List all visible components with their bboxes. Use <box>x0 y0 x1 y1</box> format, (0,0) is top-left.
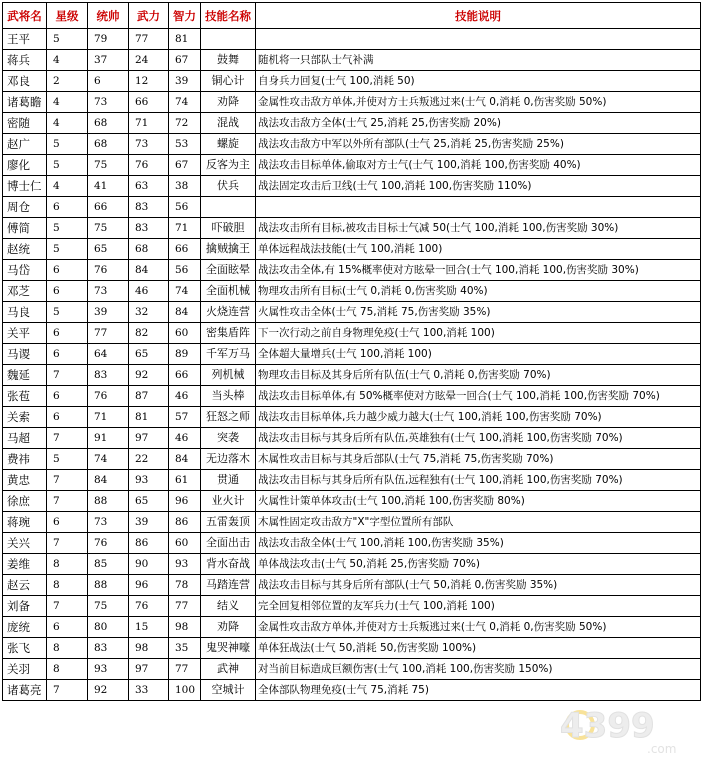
skill-name: 列机械 <box>201 365 256 386</box>
intelligence-value: 71 <box>169 218 201 239</box>
skill-description: 战法攻击目标与其身后所有部队(士气 50,消耗 0,伤害奖励 35%) <box>256 575 701 596</box>
table-row <box>3 29 701 50</box>
skill-description: 金属性攻击敌方单体,并使对方士兵叛逃过来(士气 0,消耗 0,伤害奖励 50%) <box>256 617 701 638</box>
table-row <box>3 260 701 281</box>
leadership-value: 65 <box>88 239 129 260</box>
strength-value: 12 <box>129 71 169 92</box>
strength-value: 63 <box>129 176 169 197</box>
header-leadership: 统帅 <box>88 3 129 29</box>
watermark-domain-text: .com <box>647 742 677 756</box>
intelligence-value: 72 <box>169 113 201 134</box>
strength-value: 65 <box>129 344 169 365</box>
general-name: 诸葛亮 <box>3 680 47 701</box>
general-skill-table <box>2 2 701 701</box>
star-level: 5 <box>47 134 88 155</box>
skill-description: 战法攻击目标与其身后所有队伍,远程独有(士气 100,消耗 100,伤害奖励 70%) <box>256 470 701 491</box>
table-row <box>3 596 701 617</box>
skill-description: 战法攻击目标单体,偷取对方士气(士气 100,消耗 100,伤害奖励 40%) <box>256 155 701 176</box>
general-name: 庞统 <box>3 617 47 638</box>
star-level: 8 <box>47 659 88 680</box>
leadership-value: 37 <box>88 50 129 71</box>
skill-description: 单体狂战法(士气 50,消耗 50,伤害奖励 100%) <box>256 638 701 659</box>
star-level: 2 <box>47 71 88 92</box>
leadership-value: 76 <box>88 260 129 281</box>
skill-description: 完全回复相邻位置的友军兵力(士气 100,消耗 100) <box>256 596 701 617</box>
watermark-face-icon <box>567 712 593 738</box>
header-intelligence: 智力 <box>169 3 201 29</box>
leadership-value: 77 <box>88 323 129 344</box>
skill-name: 铜心计 <box>201 71 256 92</box>
general-name: 张飞 <box>3 638 47 659</box>
skill-description: 战法固定攻击后卫线(士气 100,消耗 100,伤害奖励 110%) <box>256 176 701 197</box>
leadership-value: 88 <box>88 491 129 512</box>
table-row <box>3 155 701 176</box>
leadership-value: 76 <box>88 386 129 407</box>
general-name: 张苞 <box>3 386 47 407</box>
table-row <box>3 554 701 575</box>
general-name: 王平 <box>3 29 47 50</box>
leadership-value: 75 <box>88 596 129 617</box>
strength-value: 77 <box>129 29 169 50</box>
strength-value: 96 <box>129 575 169 596</box>
skill-description: 战法攻击敌全体(士气 100,消耗 100,伤害奖励 35%) <box>256 533 701 554</box>
skill-name: 鬼哭神嚎 <box>201 638 256 659</box>
intelligence-value: 74 <box>169 92 201 113</box>
leadership-value: 39 <box>88 302 129 323</box>
intelligence-value: 86 <box>169 512 201 533</box>
general-name: 周仓 <box>3 197 47 218</box>
skill-description: 物理攻击所有目标(士气 0,消耗 0,伤害奖励 40%) <box>256 281 701 302</box>
leadership-value: 64 <box>88 344 129 365</box>
star-level: 6 <box>47 344 88 365</box>
skill-name: 五雷轰顶 <box>201 512 256 533</box>
leadership-value: 74 <box>88 449 129 470</box>
star-level: 8 <box>47 575 88 596</box>
strength-value: 24 <box>129 50 169 71</box>
leadership-value: 76 <box>88 533 129 554</box>
intelligence-value: 66 <box>169 239 201 260</box>
skill-name: 擒贼擒王 <box>201 239 256 260</box>
table-row <box>3 323 701 344</box>
skill-name: 空城计 <box>201 680 256 701</box>
intelligence-value: 60 <box>169 533 201 554</box>
leadership-value: 80 <box>88 617 129 638</box>
skill-name: 反客为主 <box>201 155 256 176</box>
skill-description: 金属性攻击敌方单体,并使对方士兵叛逃过来(士气 0,消耗 0,伤害奖励 50%) <box>256 92 701 113</box>
star-level: 5 <box>47 449 88 470</box>
star-level: 6 <box>47 197 88 218</box>
general-name: 马良 <box>3 302 47 323</box>
table-row <box>3 470 701 491</box>
intelligence-value: 56 <box>169 197 201 218</box>
general-name: 赵广 <box>3 134 47 155</box>
strength-value: 86 <box>129 533 169 554</box>
header-strength: 武力 <box>129 3 169 29</box>
table-row <box>3 533 701 554</box>
table-row <box>3 302 701 323</box>
general-name: 关索 <box>3 407 47 428</box>
table-row <box>3 512 701 533</box>
star-level: 4 <box>47 113 88 134</box>
strength-value: 84 <box>129 260 169 281</box>
table-row <box>3 92 701 113</box>
skill-description: 单体远程战法技能(士气 100,消耗 100) <box>256 239 701 260</box>
intelligence-value: 39 <box>169 71 201 92</box>
skill-description: 战法攻击敌方全体(士气 25,消耗 25,伤害奖励 20%) <box>256 113 701 134</box>
strength-value: 97 <box>129 428 169 449</box>
general-name: 姜维 <box>3 554 47 575</box>
skill-description: 战法攻击目标单体,有 50%概率使对方眩晕一回合(士气 100,消耗 100,伤害奖励 70%) <box>256 386 701 407</box>
skill-name: 狂怒之师 <box>201 407 256 428</box>
strength-value: 73 <box>129 134 169 155</box>
general-name: 赵统 <box>3 239 47 260</box>
leadership-value: 92 <box>88 680 129 701</box>
table-row <box>3 50 701 71</box>
star-level: 5 <box>47 29 88 50</box>
intelligence-value: 89 <box>169 344 201 365</box>
skill-name: 劝降 <box>201 617 256 638</box>
skill-description: 战法攻击目标与其身后所有队伍,英雄独有(士气 100,消耗 100,伤害奖励 70%) <box>256 428 701 449</box>
skill-description: 木属性攻击目标与其身后部队(士气 75,消耗 75,伤害奖励 70%) <box>256 449 701 470</box>
star-level: 7 <box>47 491 88 512</box>
header-name: 武将名 <box>3 3 47 29</box>
strength-value: 15 <box>129 617 169 638</box>
skill-description: 火属性攻击全体(士气 75,消耗 75,伤害奖励 35%) <box>256 302 701 323</box>
leadership-value: 83 <box>88 638 129 659</box>
general-name: 黄忠 <box>3 470 47 491</box>
skill-description <box>256 197 701 218</box>
skill-description: 战法攻击所有目标,被攻击目标士气减 50(士气 100,消耗 100,伤害奖励 30%) <box>256 218 701 239</box>
skill-name: 全面出击 <box>201 533 256 554</box>
skill-name: 马踏连营 <box>201 575 256 596</box>
strength-value: 87 <box>129 386 169 407</box>
star-level: 5 <box>47 302 88 323</box>
general-name: 刘备 <box>3 596 47 617</box>
skill-name: 鼓舞 <box>201 50 256 71</box>
intelligence-value: 38 <box>169 176 201 197</box>
intelligence-value: 57 <box>169 407 201 428</box>
strength-value: 71 <box>129 113 169 134</box>
table-row <box>3 281 701 302</box>
intelligence-value: 98 <box>169 617 201 638</box>
intelligence-value: 93 <box>169 554 201 575</box>
intelligence-value: 74 <box>169 281 201 302</box>
skill-name: 吓破胆 <box>201 218 256 239</box>
intelligence-value: 53 <box>169 134 201 155</box>
skill-name: 结义 <box>201 596 256 617</box>
general-name: 蒋琬 <box>3 512 47 533</box>
skill-description <box>256 29 701 50</box>
general-name: 马谡 <box>3 344 47 365</box>
leadership-value: 91 <box>88 428 129 449</box>
intelligence-value: 46 <box>169 386 201 407</box>
header-skill-desc: 技能说明 <box>256 3 701 29</box>
table-row <box>3 344 701 365</box>
strength-value: 83 <box>129 197 169 218</box>
star-level: 7 <box>47 680 88 701</box>
star-level: 4 <box>47 92 88 113</box>
general-name: 马岱 <box>3 260 47 281</box>
strength-value: 76 <box>129 596 169 617</box>
star-level: 6 <box>47 407 88 428</box>
skill-description: 下一次行动之前自身物理免疫(士气 100,消耗 100) <box>256 323 701 344</box>
skill-name: 全面眩晕 <box>201 260 256 281</box>
intelligence-value: 84 <box>169 302 201 323</box>
star-level: 7 <box>47 533 88 554</box>
star-level: 5 <box>47 155 88 176</box>
table-row <box>3 575 701 596</box>
star-level: 6 <box>47 281 88 302</box>
header-row <box>3 3 701 29</box>
skill-description: 战法攻击目标单体,兵力越少威力越大(士气 100,消耗 100,伤害奖励 70%) <box>256 407 701 428</box>
skill-name: 劝降 <box>201 92 256 113</box>
skill-description: 随机将一只部队士气补满 <box>256 50 701 71</box>
table-row <box>3 365 701 386</box>
leadership-value: 73 <box>88 512 129 533</box>
general-name: 赵云 <box>3 575 47 596</box>
star-level: 5 <box>47 218 88 239</box>
intelligence-value: 96 <box>169 491 201 512</box>
skill-name: 火烧连营 <box>201 302 256 323</box>
skill-name: 千军万马 <box>201 344 256 365</box>
strength-value: 83 <box>129 218 169 239</box>
intelligence-value: 84 <box>169 449 201 470</box>
leadership-value: 75 <box>88 155 129 176</box>
skill-description: 单体战法攻击(士气 50,消耗 25,伤害奖励 70%) <box>256 554 701 575</box>
table-row <box>3 638 701 659</box>
strength-value: 81 <box>129 407 169 428</box>
skill-name <box>201 197 256 218</box>
leadership-value: 93 <box>88 659 129 680</box>
table-row <box>3 71 701 92</box>
header-star: 星级 <box>47 3 88 29</box>
general-name: 关羽 <box>3 659 47 680</box>
leadership-value: 83 <box>88 365 129 386</box>
table-row <box>3 134 701 155</box>
star-level: 7 <box>47 470 88 491</box>
star-level: 7 <box>47 596 88 617</box>
intelligence-value: 81 <box>169 29 201 50</box>
leadership-value: 6 <box>88 71 129 92</box>
star-level: 6 <box>47 323 88 344</box>
strength-value: 82 <box>129 323 169 344</box>
skill-description: 火属性计策单体攻击(士气 100,消耗 100,伤害奖励 80%) <box>256 491 701 512</box>
leadership-value: 75 <box>88 218 129 239</box>
intelligence-value: 61 <box>169 470 201 491</box>
strength-value: 92 <box>129 365 169 386</box>
watermark-site-text: 4399 <box>560 706 655 746</box>
skill-description: 对当前目标造成巨额伤害(士气 100,消耗 100,伤害奖励 150%) <box>256 659 701 680</box>
skill-description: 全体超大量增兵(士气 100,消耗 100) <box>256 344 701 365</box>
general-name: 费祎 <box>3 449 47 470</box>
general-name: 徐庶 <box>3 491 47 512</box>
intelligence-value: 67 <box>169 155 201 176</box>
table-row <box>3 617 701 638</box>
skill-description: 木属性固定攻击敌方"X"字型位置所有部队 <box>256 512 701 533</box>
intelligence-value: 46 <box>169 428 201 449</box>
strength-value: 90 <box>129 554 169 575</box>
intelligence-value: 67 <box>169 50 201 71</box>
leadership-value: 68 <box>88 113 129 134</box>
table-row <box>3 113 701 134</box>
leadership-value: 71 <box>88 407 129 428</box>
leadership-value: 41 <box>88 176 129 197</box>
general-name: 关平 <box>3 323 47 344</box>
leadership-value: 73 <box>88 92 129 113</box>
table-row <box>3 218 701 239</box>
strength-value: 39 <box>129 512 169 533</box>
general-name: 廖化 <box>3 155 47 176</box>
table-row <box>3 239 701 260</box>
star-level: 8 <box>47 554 88 575</box>
table-row <box>3 659 701 680</box>
general-name: 诸葛瞻 <box>3 92 47 113</box>
leadership-value: 66 <box>88 197 129 218</box>
leadership-value: 68 <box>88 134 129 155</box>
skill-name <box>201 29 256 50</box>
skill-description: 全体部队物理免疫(士气 75,消耗 75) <box>256 680 701 701</box>
general-name: 邓芝 <box>3 281 47 302</box>
strength-value: 98 <box>129 638 169 659</box>
star-level: 8 <box>47 638 88 659</box>
star-level: 5 <box>47 239 88 260</box>
table-row <box>3 680 701 701</box>
skill-name: 混战 <box>201 113 256 134</box>
table-row <box>3 491 701 512</box>
table-row <box>3 386 701 407</box>
table-row <box>3 197 701 218</box>
skill-name: 武神 <box>201 659 256 680</box>
header-skill-name: 技能名称 <box>201 3 256 29</box>
intelligence-value: 78 <box>169 575 201 596</box>
skill-name: 无边落木 <box>201 449 256 470</box>
general-name: 密随 <box>3 113 47 134</box>
strength-value: 65 <box>129 491 169 512</box>
table-row <box>3 176 701 197</box>
skill-name: 密集盾阵 <box>201 323 256 344</box>
skill-name: 业火计 <box>201 491 256 512</box>
general-name: 关兴 <box>3 533 47 554</box>
general-name: 博士仁 <box>3 176 47 197</box>
skill-name: 当头棒 <box>201 386 256 407</box>
leadership-value: 85 <box>88 554 129 575</box>
skill-description: 物理攻击目标及其身后所有队伍(士气 0,消耗 0,伤害奖励 70%) <box>256 365 701 386</box>
intelligence-value: 77 <box>169 596 201 617</box>
intelligence-value: 60 <box>169 323 201 344</box>
intelligence-value: 66 <box>169 365 201 386</box>
star-level: 7 <box>47 365 88 386</box>
strength-value: 66 <box>129 92 169 113</box>
skill-name: 全面机械 <box>201 281 256 302</box>
strength-value: 32 <box>129 302 169 323</box>
general-name: 马超 <box>3 428 47 449</box>
intelligence-value: 56 <box>169 260 201 281</box>
strength-value: 76 <box>129 155 169 176</box>
general-name: 魏延 <box>3 365 47 386</box>
table-row <box>3 407 701 428</box>
strength-value: 97 <box>129 659 169 680</box>
strength-value: 93 <box>129 470 169 491</box>
star-level: 7 <box>47 428 88 449</box>
skill-name: 螺旋 <box>201 134 256 155</box>
skill-description: 自身兵力回复(士气 100,消耗 50) <box>256 71 701 92</box>
skill-description: 战法攻击全体,有 15%概率使对方眩晕一回合(士气 100,消耗 100,伤害奖励 30%) <box>256 260 701 281</box>
star-level: 6 <box>47 617 88 638</box>
leadership-value: 79 <box>88 29 129 50</box>
general-name: 蒋兵 <box>3 50 47 71</box>
skill-description: 战法攻击敌方中军以外所有部队(士气 25,消耗 25,伤害奖励 25%) <box>256 134 701 155</box>
general-name: 傅简 <box>3 218 47 239</box>
star-level: 6 <box>47 260 88 281</box>
star-level: 4 <box>47 50 88 71</box>
leadership-value: 73 <box>88 281 129 302</box>
skill-name: 伏兵 <box>201 176 256 197</box>
star-level: 4 <box>47 176 88 197</box>
star-level: 6 <box>47 512 88 533</box>
leadership-value: 84 <box>88 470 129 491</box>
table-row <box>3 428 701 449</box>
star-level: 6 <box>47 386 88 407</box>
skill-name: 突袭 <box>201 428 256 449</box>
table-row <box>3 449 701 470</box>
intelligence-value: 35 <box>169 638 201 659</box>
general-name: 邓良 <box>3 71 47 92</box>
strength-value: 22 <box>129 449 169 470</box>
intelligence-value: 77 <box>169 659 201 680</box>
leadership-value: 88 <box>88 575 129 596</box>
skill-name: 背水奋战 <box>201 554 256 575</box>
intelligence-value: 100 <box>169 680 201 701</box>
strength-value: 46 <box>129 281 169 302</box>
skill-name: 贯通 <box>201 470 256 491</box>
strength-value: 68 <box>129 239 169 260</box>
strength-value: 33 <box>129 680 169 701</box>
